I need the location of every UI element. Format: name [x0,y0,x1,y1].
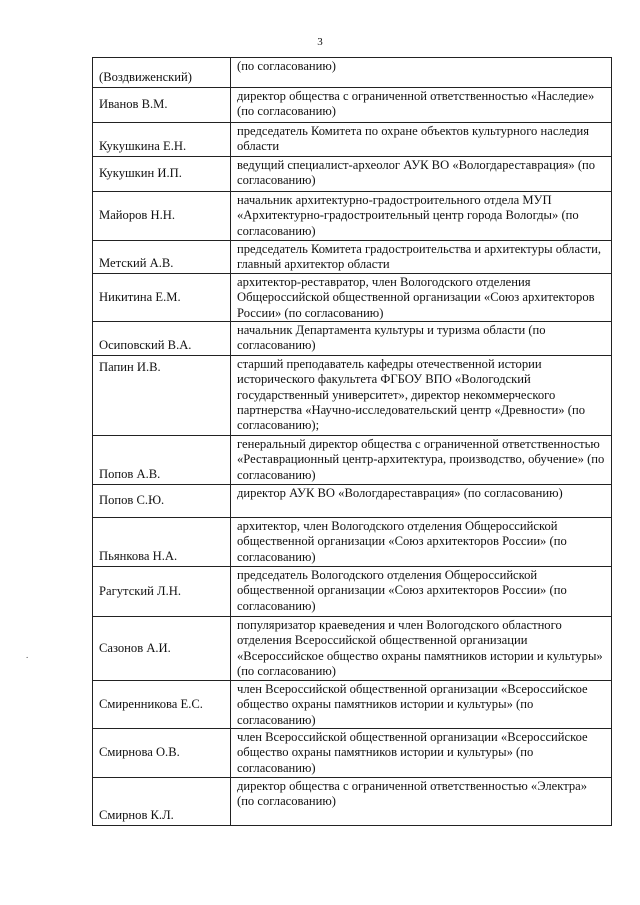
member-role: директор общества с ограниченной ответственностью «Электра» (по согласованию) [231,778,612,826]
table-row [93,518,612,567]
member-role: начальник Департамента культуры и туризма области (по согласованию) [231,322,612,356]
member-role: (по согласованию) [231,58,612,88]
member-role: старший преподаватель кафедры отечественной истории исторического факультета ФГБОУ ВПО «Вологодский государственный университет», директор некоммерческого партнерства «Научно-исследовательский центр «Древности» (по согласованию); [231,356,612,436]
member-name: Папин И.В. [93,356,231,436]
table-row [93,681,612,729]
member-role: председатель Вологодского отделения Общероссийской общественной организации «Союз архитекторов России» (по согласованию) [231,567,612,617]
table-row [93,58,612,88]
member-role: член Всероссийской общественной организации «Всероссийское общество охраны памятников истории и культуры» (по согласованию) [231,729,612,778]
member-name: Смиренникова Е.С. [93,681,231,729]
member-name: Сазонов А.И. [93,617,231,681]
table-row [93,729,612,778]
member-name: Кукушкин И.П. [93,157,231,192]
member-role: архитектор-реставратор, член Вологодского отделения Общероссийской общественной организации «Союз архитекторов России» (по согласованию) [231,274,612,322]
member-role: член Всероссийской общественной организации «Всероссийское общество охраны памятников истории и культуры» (по согласованию) [231,681,612,729]
stray-mark: . [26,650,29,660]
table-row [93,436,612,485]
table-row [93,123,612,157]
table-row [93,567,612,617]
member-name: Смирнова О.В. [93,729,231,778]
member-role: генеральный директор общества с ограниченной ответственностью «Реставрационный центр-архитектура, производство, обучение» (по согласованию) [231,436,612,485]
table-row [93,157,612,192]
table-row [93,485,612,518]
member-role: популяризатор краеведения и член Вологодского областного отделения Всероссийской общественной организации «Всероссийское общество охраны памятников истории и культуры» (по согласованию) [231,617,612,681]
member-role: начальник архитектурно-градостроительного отдела МУП «Архитектурно-градостроительный центр города Вологды» (по согласованию) [231,192,612,241]
page-number: 3 [317,36,323,48]
member-name: Попов С.Ю. [93,485,231,518]
member-name: (Воздвиженский) [93,58,231,88]
member-name: Пьянкова Н.А. [93,518,231,567]
table-row [93,274,612,322]
table-row [93,88,612,123]
table-row [93,778,612,826]
member-name: Смирнов К.Л. [93,778,231,826]
member-name: Иванов В.М. [93,88,231,123]
member-name: Майоров Н.Н. [93,192,231,241]
commission-members-table [92,57,612,826]
member-name: Никитина Е.М. [93,274,231,322]
member-role: председатель Комитета по охране объектов культурного наследия области [231,123,612,157]
member-name: Метский А.В. [93,241,231,274]
member-role: директор общества с ограниченной ответственностью «Наследие» (по согласованию) [231,88,612,123]
table-row [93,356,612,436]
table-row [93,241,612,274]
member-name: Попов А.В. [93,436,231,485]
member-name: Осиповский В.А. [93,322,231,356]
member-name: Кукушкина Е.Н. [93,123,231,157]
member-role: директор АУК ВО «Вологдареставрация» (по согласованию) [231,485,612,518]
member-role: ведущий специалист-археолог АУК ВО «Вологдареставрация» (по согласованию) [231,157,612,192]
member-name: Рагутский Л.Н. [93,567,231,617]
table-row [93,192,612,241]
member-role: председатель Комитета градостроительства и архитектуры области, главный архитектор области [231,241,612,274]
table-row [93,617,612,681]
table-row [93,322,612,356]
member-role: архитектор, член Вологодского отделения Общероссийской общественной организации «Союз архитекторов России» (по согласованию) [231,518,612,567]
